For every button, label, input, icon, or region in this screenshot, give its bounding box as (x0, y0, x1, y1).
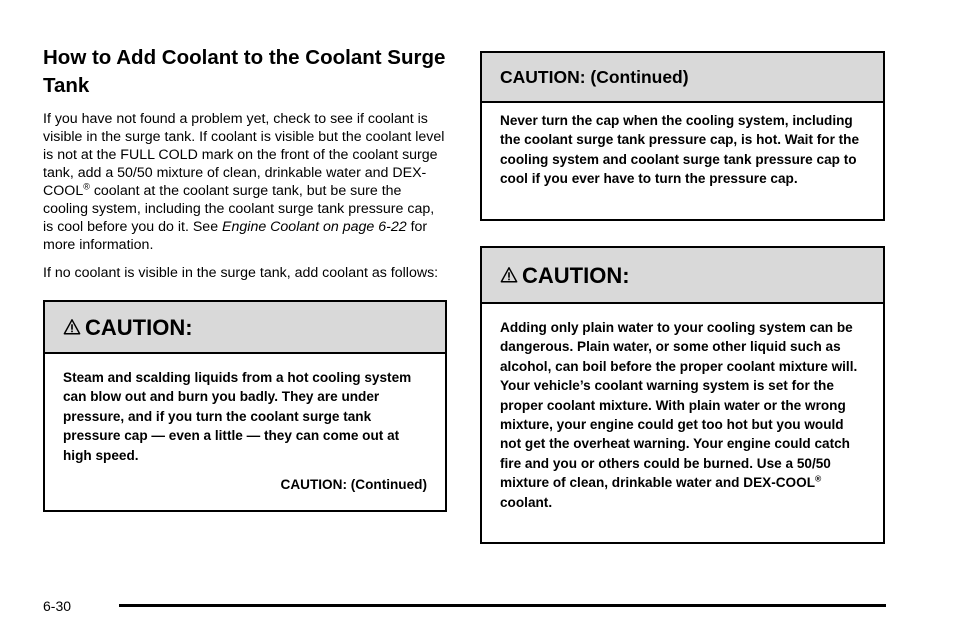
continued-label: CAUTION: (Continued) (280, 477, 427, 493)
caution-text: Never turn the cap when the cooling system, including the coolant surge tank pressure cap, is hot. Wait for the cooling system and coolant surge tank pressure cap to cool if you ever have to turn the pressure cap. (500, 113, 860, 187)
cross-reference: Engine Coolant on page 6-22 (222, 219, 407, 235)
warning-triangle-icon (500, 266, 518, 284)
caution-text-part-b: coolant. (500, 494, 553, 510)
caution-header: CAUTION: (Continued) (482, 53, 883, 103)
para1-part-c: for more information. (43, 219, 428, 253)
caution-text (482, 304, 883, 512)
para1-part-a: If you have not found a problem yet, check to see if coolant is visible in the surge tank. If coolant is visible but the coolant level is not at the FULL COLD mark on the front of the coolant surge tank, add a 50/50 mixture of clean, drinkable water and DEX-COOL (43, 111, 445, 199)
caution-header (482, 248, 883, 304)
caution-box-continued (480, 51, 885, 221)
second-paragraph: If no coolant is visible in the surge tank, add coolant as follows: (43, 265, 439, 281)
page-number: 6-30 (43, 598, 72, 614)
caution-heading-text: CAUTION: (522, 263, 630, 288)
caution-box-steam (43, 300, 447, 512)
warning-triangle-icon (63, 318, 81, 336)
caution-box-plain-water (480, 246, 885, 544)
section-title: How to Add Coolant to the Coolant Surge Tank (43, 46, 446, 97)
caution-text: Steam and scalding liquids from a hot cooling system can blow out and burn you badly. They are under pressure, and if you turn the coolant surge tank pressure cap — even a little — they can come out at high speed. (63, 370, 412, 463)
para1-part-b: coolant at the coolant surge tank, but be sure the cooling system, including the coolant surge tank pressure cap, is cool before you do it. See (43, 183, 435, 235)
footer-rule (119, 604, 886, 607)
left-column (43, 44, 447, 512)
intro-paragraph (43, 110, 447, 254)
caution-text-part-a: Adding only plain water to your cooling system can be dangerous. Plain water, or some other liquid such as alcohol, can boil before the proper coolant mixture will. Your vehicle’s coolant warning system is set for the proper coolant mixture. With plain water or the wrong mixture, your engine could get too hot but you would not get the overheat warning. Your engine could catch fire and you or others could be burned. Use a 50/50 mixture of clean, drinkable water and DEX-COOL (500, 320, 858, 491)
right-column (480, 51, 885, 544)
caution-header (45, 302, 445, 354)
caution-heading-text: CAUTION: (85, 315, 193, 340)
registered-mark: ® (815, 473, 822, 484)
caution-body (45, 354, 445, 494)
registered-mark: ® (83, 181, 90, 192)
